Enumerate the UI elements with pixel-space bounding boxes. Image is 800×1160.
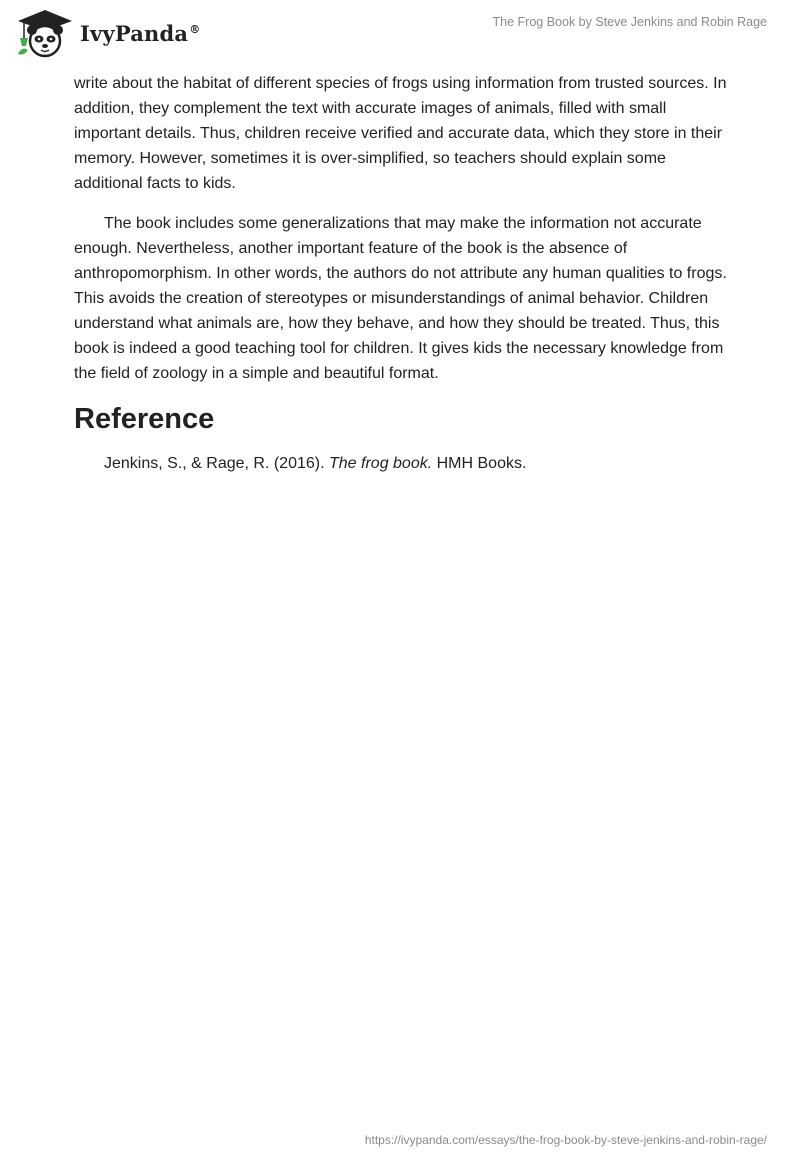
essay-content [74,71,734,476]
reference-authors: Jenkins, S., & Rage, R. (2016). [104,455,329,472]
body-paragraph-1: write about the habitat of different species of frogs using information from trusted sources. In addition, they complement the text with accurate images of animals, filled with small important details. Thus, children receive verified and accurate data, which they store in their memory. However, sometimes it is over-simplified, so teachers should explain some additional facts to kids. [74,75,727,192]
panda-graduate-icon [14,8,76,58]
reference-title: The frog book. [329,455,433,472]
brand-name: IvyPanda® [80,20,201,46]
ivypanda-logo[interactable] [14,8,200,58]
page-header [0,0,800,66]
document-title: The Frog Book by Steve Jenkins and Robin Rage [492,15,767,29]
reference-heading: Reference [74,403,215,435]
source-url[interactable]: https://ivypanda.com/essays/the-frog-book-by-steve-jenkins-and-robin-rage/ [364,1133,767,1147]
reference-entry [74,451,734,476]
body-paragraph-2: The book includes some generalizations that may make the information not accurate enough. Nevertheless, another important feature of the book is the absence of anthropomorphism. In other words, the authors do not attribute any human qualities to frogs. This avoids the creation of stereotypes or misunderstandings of animal behavior. Children understand what animals are, how they behave, and how they should be treated. Thus, this book is indeed a good teaching tool for children. It gives kids the necessary knowledge from the field of zoology in a simple and beautiful format. [74,215,727,382]
reference-publisher: HMH Books. [432,455,527,472]
